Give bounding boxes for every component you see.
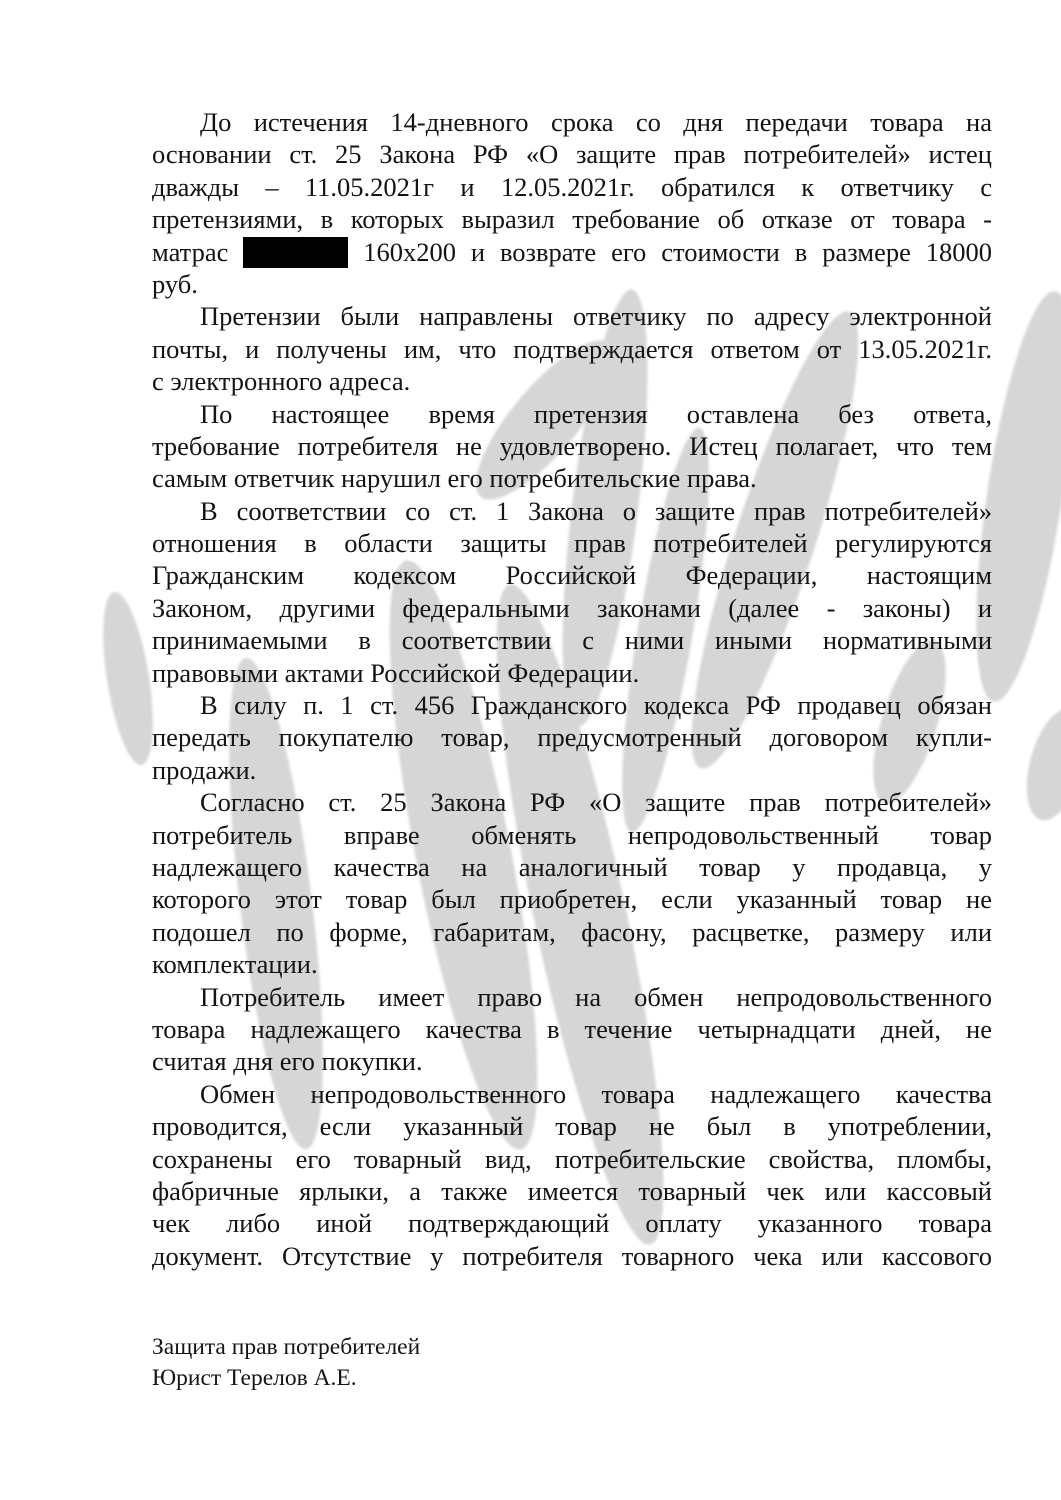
text-line: правовыми актами Российской Федерации. — [152, 657, 640, 688]
text-line: проводится, если указанный товар не был в употреблении, — [152, 1111, 992, 1142]
text-line: сохранены его товарный вид, потребительские свойства, пломбы, — [152, 1143, 992, 1174]
text-line: передать покупателю товар, предусмотренный договором купли- — [152, 722, 992, 753]
text-line: продажи. — [152, 754, 257, 785]
watermark-stroke — [1016, 702, 1061, 827]
text-line: требование потребителя не удовлетворено. Истец полагает, что тем — [152, 430, 992, 461]
text-line: По настоящее время претензия оставлена без ответа, — [200, 398, 992, 429]
text-line: которого этот товар был приобретен, если указанный товар не — [152, 884, 992, 915]
text-line: дважды – 11.05.2021г и 12.05.2021г. обратился к ответчику с — [152, 171, 992, 202]
text-line: руб. — [152, 268, 198, 299]
text-line: Согласно ст. 25 Закона РФ «О защите прав потребителей» — [200, 787, 992, 818]
text-line: Претензии были направлены ответчику по адресу электронной — [200, 301, 992, 332]
signature-name: Юрист Терелов А.Е. — [152, 1364, 357, 1391]
redaction-prefix-text: матрас — [152, 236, 229, 267]
text-line: самым ответчик нарушил его потребительские права. — [152, 463, 757, 494]
text-line: подошел по форме, габаритам, фасону, расцветке, размеру или — [152, 916, 992, 947]
text-line: чек либо иной подтверждающий оплату указанного товара — [152, 1208, 992, 1239]
text-line: Обмен непродовольственного товара надлежащего качества — [200, 1078, 992, 1109]
text-line: почты, и получены им, что подтверждается ответом от 13.05.2021г. — [152, 333, 992, 364]
text-line: принимаемыми в соответствии с ними иными нормативными — [152, 625, 992, 656]
text-line: считая дня его покупки. — [152, 1046, 423, 1077]
text-line-with-redaction — [152, 236, 992, 268]
document-body — [152, 106, 992, 1272]
text-line: В силу п. 1 ст. 456 Гражданского кодекса РФ продавец обязан — [200, 690, 992, 721]
text-line: основании ст. 25 Закона РФ «О защите прав потребителей» истец — [152, 139, 992, 170]
text-line: с электронного адреса. — [152, 366, 411, 397]
text-line: отношения в области защиты прав потребителей регулируются — [152, 528, 992, 559]
text-line: В соответствии со ст. 1 Закона о защите прав потребителей» — [200, 495, 992, 526]
text-line: Гражданским кодексом Российской Федерации, настоящим — [152, 560, 992, 591]
redaction-box — [243, 237, 348, 268]
signature-role: Защита прав потребителей — [152, 1334, 421, 1360]
text-line: документ. Отсутствие у потребителя товарного чека или кассового — [152, 1240, 992, 1271]
text-line: фабричные ярлыки, а также имеется товарный чек или кассовый — [152, 1175, 992, 1206]
text-line: надлежащего качества на аналогичный товар у продавца, у — [152, 851, 992, 882]
text-line: Потребитель имеет право на обмен непродовольственного — [200, 981, 992, 1012]
text-line: товара надлежащего качества в течение четырнадцати дней, не — [152, 1013, 992, 1044]
text-line: потребитель вправе обменять непродовольственный товар — [152, 819, 992, 850]
signature-block — [152, 1332, 420, 1393]
text-line: претензиями, в которых выразил требование об отказе от товара - — [152, 204, 992, 235]
text-line: До истечения 14-дневного срока со дня передачи товара на — [200, 107, 992, 137]
text-line: комплектации. — [152, 949, 318, 980]
redaction-suffix-text: 160х200 и возврате его стоимости в размере 18000 — [363, 236, 992, 267]
text-line: Законом, другими федеральными законами (далее - законы) и — [152, 592, 992, 623]
